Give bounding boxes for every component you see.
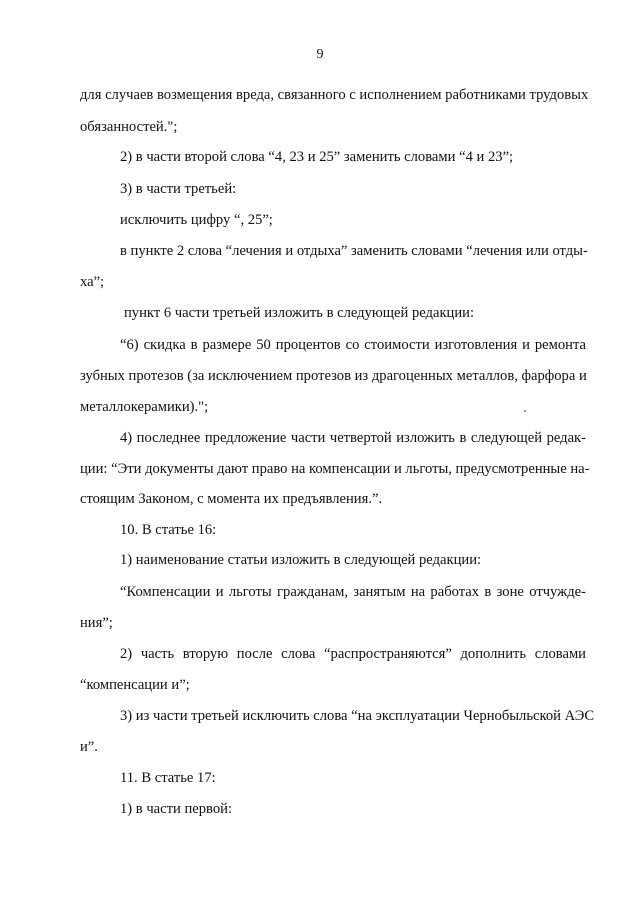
text-line: 10. В статье 16: [120, 522, 217, 538]
text-line: “Компенсации и льготы гражданам, занятым на работах в зоне отчужде- [120, 584, 586, 600]
text-line: исключить цифру “, 25”; [120, 212, 273, 228]
text-line: пункт 6 части третьей изложить в следующей редакции: [124, 305, 475, 321]
text-line: зубных протезов (за исключением протезов из драгоценных металлов, фарфора и [80, 368, 587, 384]
text-line: в пункте 2 слова “лечения и отдыха” заменить словами “лечения или отды- [120, 243, 588, 259]
text-line: обязанностей."; [80, 119, 178, 135]
scan-speck [524, 410, 526, 412]
text-line: 11. В статье 17: [120, 770, 216, 786]
text-line: 1) наименование статьи изложить в следующей редакции: [120, 552, 482, 568]
text-line: 2) часть вторую после слова “распространяются” дополнить словами [120, 646, 586, 662]
text-line: 1) в части первой: [120, 801, 233, 817]
text-line: 2) в части второй слова “4, 23 и 25” заменить словами “4 и 23”; [120, 149, 514, 165]
text-line: ха”; [80, 274, 105, 290]
text-line: 4) последнее предложение части четвертой изложить в следующей редак- [120, 430, 586, 446]
page-number: 9 [316, 47, 324, 62]
text-line: 3) в части третьей: [120, 181, 237, 197]
text-line: ния”; [80, 615, 113, 631]
text-line: “компенсации и”; [80, 677, 190, 693]
text-line: металлокерамики)."; [80, 399, 209, 415]
text-line: “6) скидка в размере 50 процентов со стоимости изготовления и ремонта [120, 337, 586, 353]
text-line: для случаев возмещения вреда, связанного с исполнением работниками трудовых [80, 87, 589, 103]
text-line: и”. [80, 739, 98, 755]
text-line: 3) из части третьей исключить слова “на эксплуатации Чернобыльской АЭС [120, 708, 595, 724]
text-line: стоящим Законом, с момента их предъявления.”. [80, 491, 383, 507]
text-line: ции: “Эти документы дают право на компенсации и льготы, предусмотренные на- [80, 461, 590, 477]
